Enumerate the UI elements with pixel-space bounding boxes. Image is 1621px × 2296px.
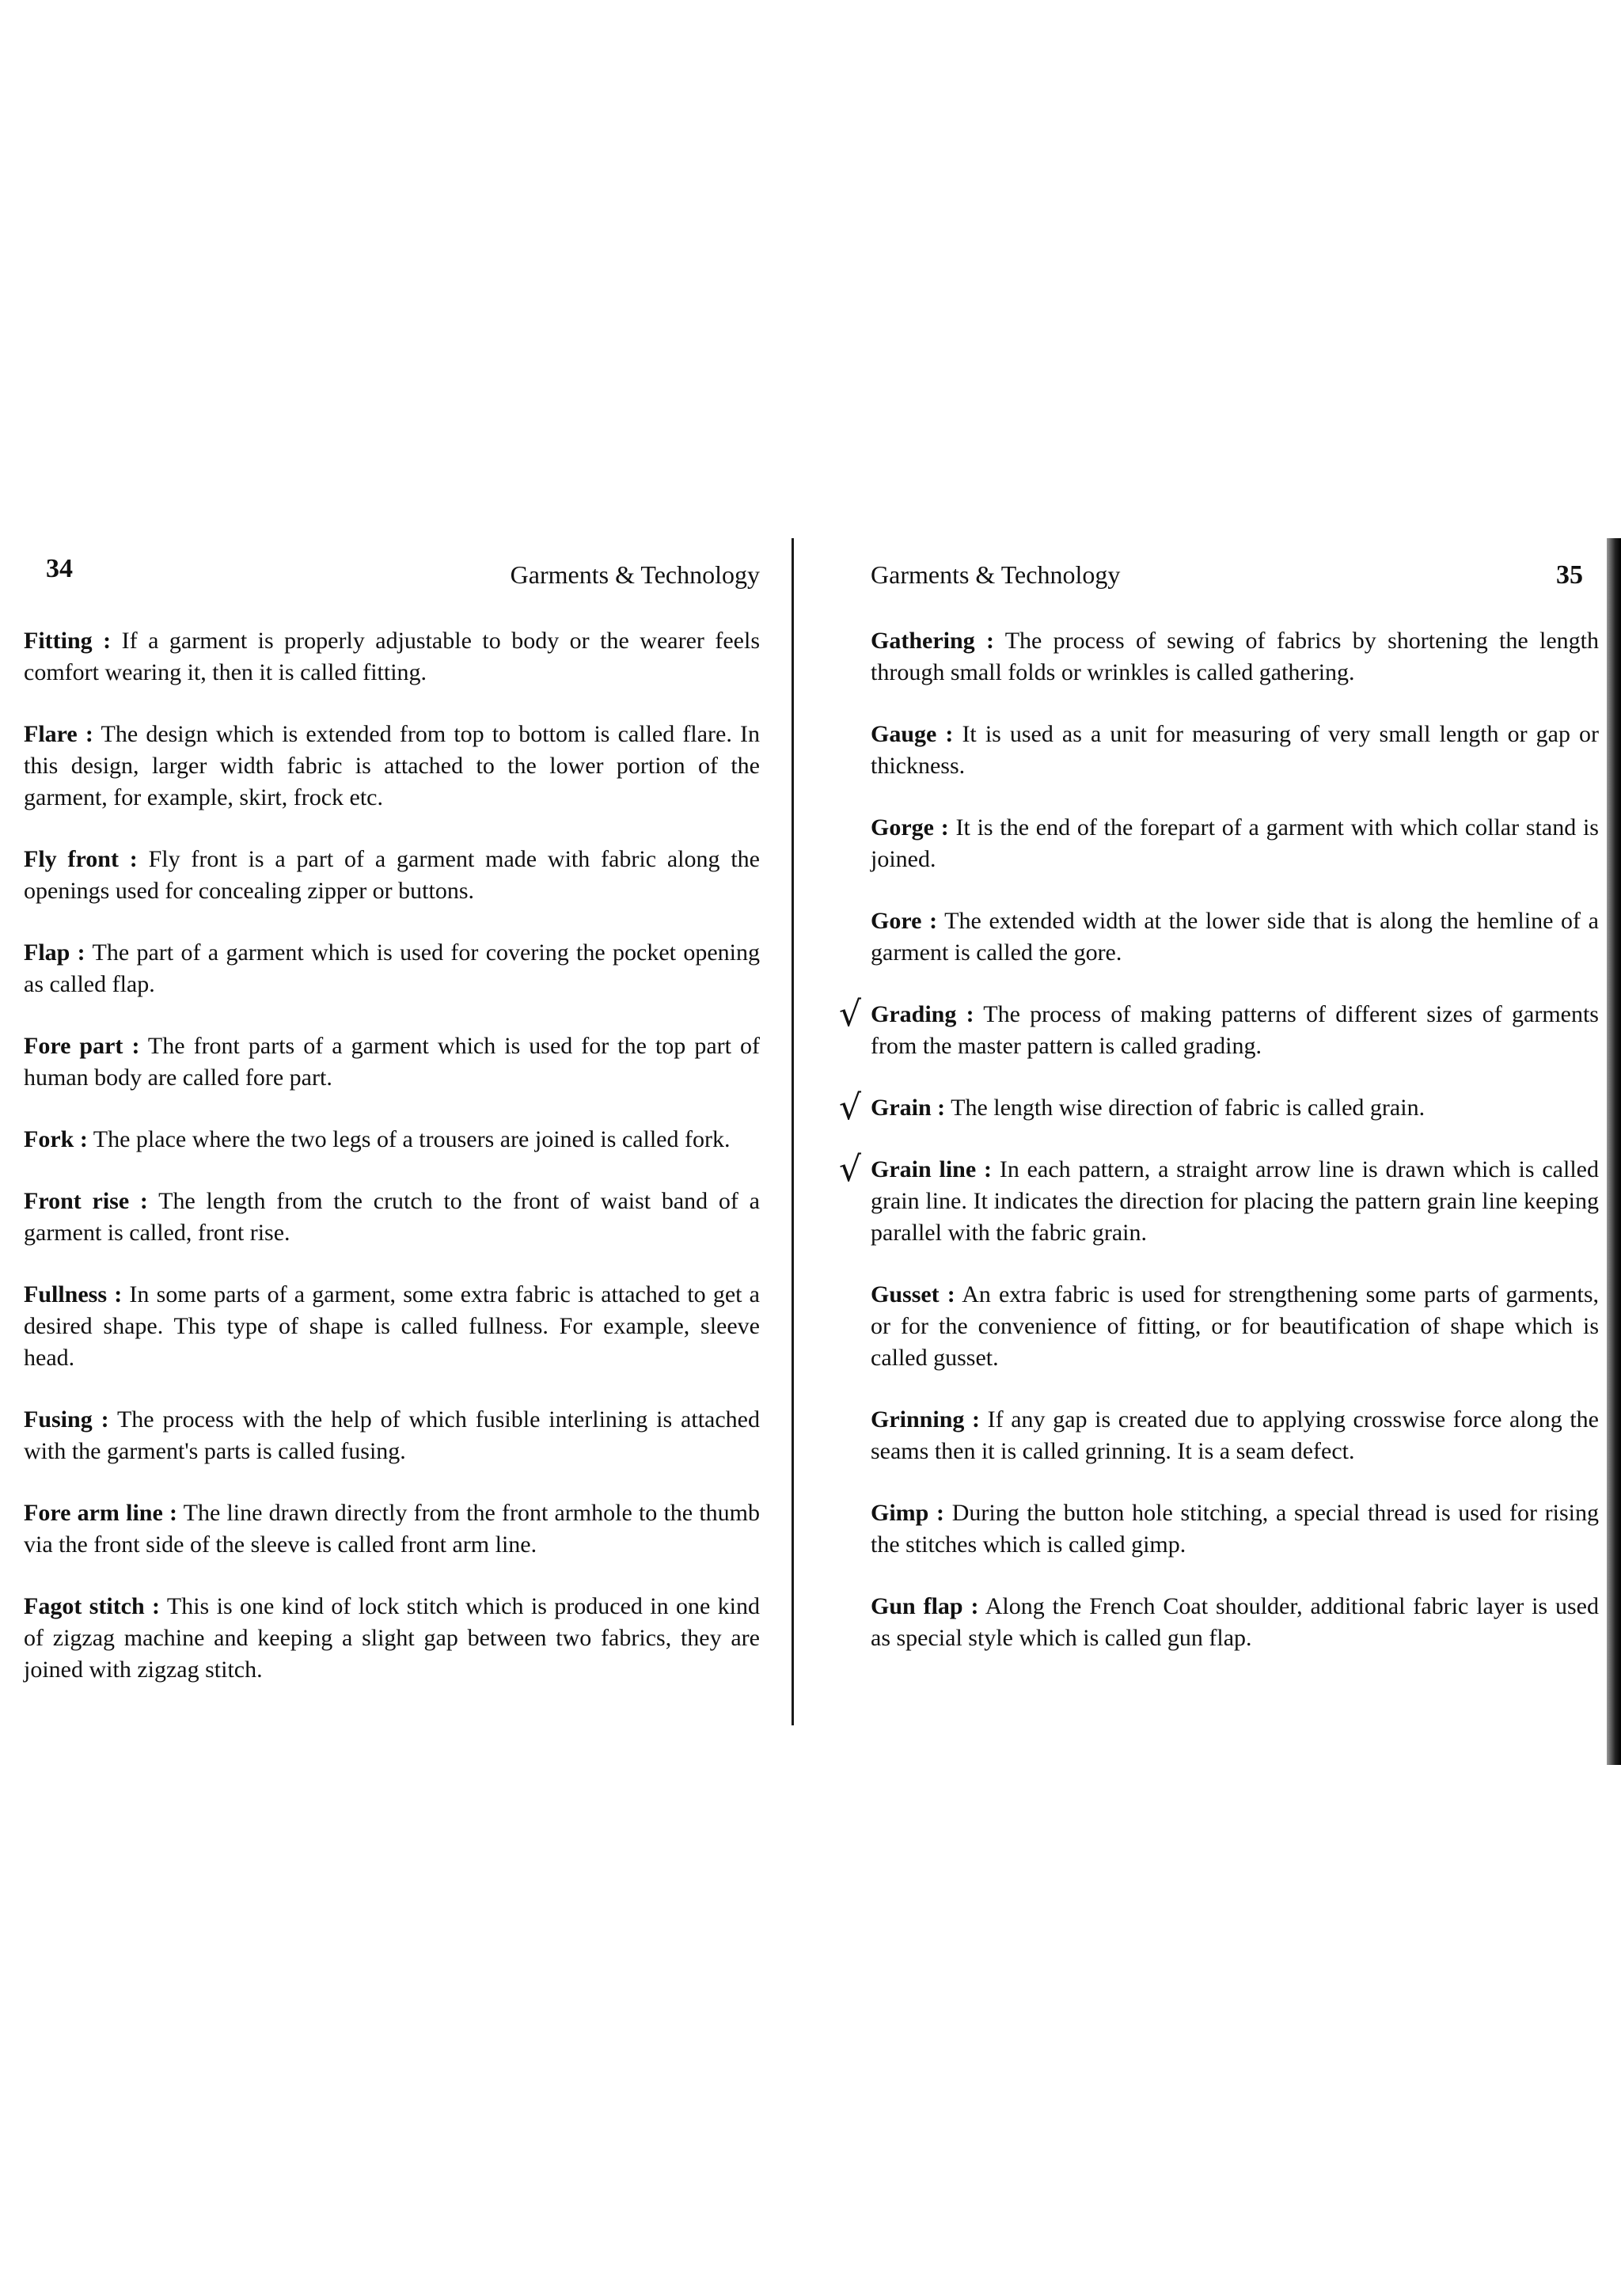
left-running-head bbox=[24, 554, 760, 602]
glossary-entry bbox=[871, 1497, 1599, 1561]
entry-term: Flap : bbox=[24, 939, 85, 966]
checkmark-icon: √ bbox=[839, 994, 862, 1034]
right-running-head bbox=[871, 554, 1599, 602]
glossary-entry-checked bbox=[839, 1149, 1599, 1249]
left-book-title: Garments & Technology bbox=[510, 560, 760, 589]
entry-definition: The part of a garment which is used for covering the pocket opening as called flap. bbox=[24, 939, 760, 997]
entry-definition: If a garment is properly adjustable to body or the wearer feels comfort wearing it, then it is called fitting. bbox=[24, 628, 760, 685]
glossary-entry bbox=[24, 625, 760, 689]
glossary-entry bbox=[24, 844, 760, 907]
entry-term: Fagot stitch : bbox=[24, 1593, 161, 1619]
glossary-entry bbox=[24, 1030, 760, 1094]
glossary-entry bbox=[24, 937, 760, 1000]
entry-term: Gusset : bbox=[871, 1281, 955, 1307]
right-book-title: Garments & Technology bbox=[871, 560, 1121, 589]
entry-definition: The process of making patterns of different sizes of garments from the master pattern is called grading. bbox=[871, 1001, 1599, 1059]
glossary-entry bbox=[24, 1279, 760, 1374]
page-gutter bbox=[792, 538, 794, 1725]
entry-term: Gauge : bbox=[871, 721, 954, 747]
entry-term: Fullness : bbox=[24, 1281, 123, 1307]
entry-term: Gathering : bbox=[871, 628, 994, 654]
entry-term: Fitting : bbox=[24, 628, 112, 654]
glossary-entry bbox=[871, 1279, 1599, 1374]
glossary-entry-checked bbox=[839, 994, 1599, 1062]
entry-definition: The process of sewing of fabrics by shortening the length through small folds or wrinkles is called gathering. bbox=[871, 628, 1599, 685]
glossary-entry bbox=[24, 1124, 760, 1156]
left-page bbox=[24, 554, 760, 1716]
entry-term: Grain : bbox=[871, 1095, 946, 1121]
entry-term: Gore : bbox=[871, 908, 938, 934]
right-page-number: 35 bbox=[1556, 560, 1583, 590]
checkmark-icon: √ bbox=[839, 1087, 862, 1128]
entry-definition: It is used as a unit for measuring of very small length or gap or thickness. bbox=[871, 721, 1600, 779]
glossary-entry bbox=[871, 812, 1599, 875]
entry-term: Fusing : bbox=[24, 1406, 109, 1433]
glossary-entry bbox=[24, 1404, 760, 1467]
glossary-entry bbox=[871, 1591, 1599, 1654]
entry-definition: In each pattern, a straight arrow line is drawn which is called grain line. It indicates the direction for placing the pattern grain line keeping parallel with the fabric grain. bbox=[871, 1156, 1599, 1246]
glossary-entry bbox=[871, 905, 1599, 969]
entry-definition: The length from the crutch to the front of waist band of a garment is called, front rise. bbox=[24, 1188, 760, 1246]
glossary-entry bbox=[24, 1186, 760, 1249]
entry-definition: The length wise direction of fabric is called grain. bbox=[945, 1095, 1425, 1121]
glossary-entry bbox=[24, 1497, 760, 1561]
entry-definition: Fly front is a part of a garment made with fabric along the openings used for concealing zipper or buttons. bbox=[24, 846, 760, 904]
entry-term: Gun flap : bbox=[871, 1593, 979, 1619]
entry-term: Fore arm line : bbox=[24, 1500, 177, 1526]
glossary-entry bbox=[24, 719, 760, 814]
entry-term: Gimp : bbox=[871, 1500, 945, 1526]
entry-term: Fore part : bbox=[24, 1033, 140, 1059]
entry-definition: In some parts of a garment, some extra fabric is attached to get a desired shape. This type of shape is called fullness. For example, sleeve head. bbox=[24, 1281, 760, 1371]
entry-term: Front rise : bbox=[24, 1188, 148, 1214]
entry-term: Grading : bbox=[871, 1001, 974, 1027]
right-page bbox=[839, 554, 1600, 1684]
entry-definition: This is one kind of lock stitch which is produced in one kind of zigzag machine and keeping a slight gap between two fabrics, they are joined with zigzag stitch. bbox=[24, 1593, 760, 1683]
entry-definition: Along the French Coat shoulder, additional fabric layer is used as special style which is called gun flap. bbox=[871, 1593, 1599, 1651]
entry-definition: The place where the two legs of a trousers are joined is called fork. bbox=[87, 1126, 731, 1152]
page-edge-shadow bbox=[1607, 538, 1621, 1765]
entry-definition: The design which is extended from top to bottom is called flare. In this design, larger width fabric is attached to the lower portion of the garment, for example, skirt, frock etc. bbox=[24, 721, 760, 810]
glossary-entry-checked bbox=[839, 1087, 1599, 1128]
entry-definition: If any gap is created due to applying crosswise force along the seams then it is called grinning. It is a seam defect. bbox=[871, 1406, 1599, 1464]
glossary-entry bbox=[24, 1591, 760, 1686]
entry-term: Fly front : bbox=[24, 846, 138, 872]
glossary-entry bbox=[871, 719, 1599, 782]
entry-term: Gorge : bbox=[871, 814, 949, 841]
left-page-number: 34 bbox=[46, 554, 73, 583]
entry-term: Grain line : bbox=[871, 1156, 993, 1182]
entry-definition: It is the end of the forepart of a garment with which collar stand is joined. bbox=[871, 814, 1599, 872]
glossary-entry bbox=[871, 1404, 1599, 1467]
glossary-entry bbox=[871, 625, 1599, 689]
entry-definition: During the button hole stitching, a special thread is used for rising the stitches which is called gimp. bbox=[871, 1500, 1599, 1558]
entry-term: Flare : bbox=[24, 721, 93, 747]
entry-definition: The front parts of a garment which is used for the top part of human body are called fore part. bbox=[24, 1033, 760, 1091]
checkmark-icon: √ bbox=[839, 1149, 862, 1190]
entry-definition: The extended width at the lower side that is along the hemline of a garment is called the gore. bbox=[871, 908, 1599, 966]
entry-term: Fork : bbox=[24, 1126, 88, 1152]
entry-definition: The line drawn directly from the front armhole to the thumb via the front side of the sleeve is called front arm line. bbox=[24, 1500, 760, 1558]
entry-term: Grinning : bbox=[871, 1406, 980, 1433]
right-entry-list bbox=[839, 625, 1600, 1654]
entry-definition: An extra fabric is used for strengthening some parts of garments, or for the convenience of fitting, or for beautification of shape which is called gusset. bbox=[871, 1281, 1600, 1371]
left-entry-list bbox=[24, 625, 760, 1686]
entry-definition: The process with the help of which fusible interlining is attached with the garment's parts is called fusing. bbox=[24, 1406, 760, 1464]
